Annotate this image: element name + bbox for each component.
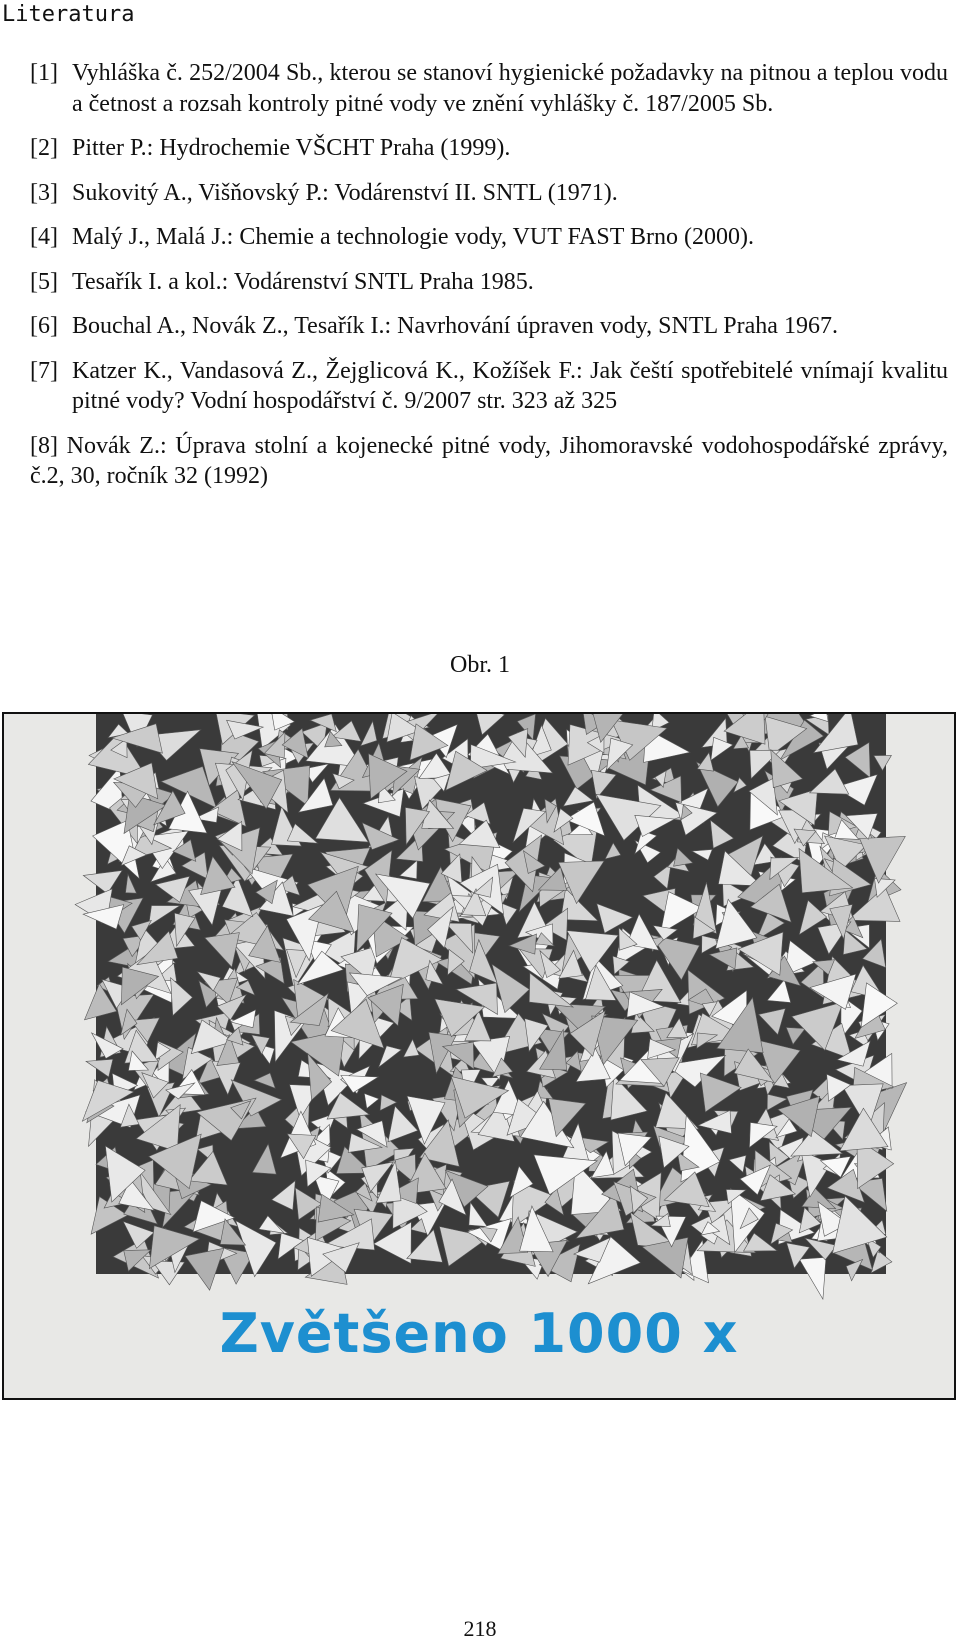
page-number: 218 [463,1616,497,1641]
reference-text: Vyhláška č. 252/2004 Sb., kterou se stanoví hygienické požadavky na pitnou a teplou vodu a četnost a rozsah kontroly pitné vody ve znění vyhlášky č. 187/2005 Sb. [72,60,948,117]
reference-number: [7] [30,357,58,384]
reference-text: Malý J., Malá J.: Chemie a technologie vody, VUT FAST Brno (2000). [72,224,754,250]
reference-text: Katzer K., Vandasová Z., Žejglicová K., Kožíšek F.: Jak čeští spotřebitelé vnímají kvalitu pitné vody? Vodní hospodářství č. 9/2007 str. 323 až 325 [72,357,948,414]
crystal-shard [799,1257,826,1299]
reference-item [30,431,948,492]
reference-item [30,58,948,119]
reference-item [30,356,948,417]
reference-number: [5] [30,268,58,295]
magnification-label: Zvětšeno 1000 x [219,1302,739,1365]
reference-number: [2] [30,135,58,161]
section-heading: Literatura [2,2,135,27]
reference-list [30,58,948,506]
reference-text: Pitter P.: Hydrochemie VŠCHT Praha (1999). [72,135,511,161]
reference-item [30,267,948,298]
crystal-micrograph-photo [2,712,956,1400]
reference-item [30,178,948,209]
reference-number: [3] [30,179,58,206]
reference-text: Sukovitý A., Višňovský P.: Vodárenství II. SNTL (1971). [72,179,618,206]
reference-number: [8] [30,432,58,459]
reference-text: Bouchal A., Novák Z., Tesařík I.: Navrhování úpraven vody, SNTL Praha 1967. [72,313,838,339]
reference-text: Tesařík I. a kol.: Vodárenství SNTL Praha 1985. [72,268,534,295]
crystal-texture-image [4,714,954,1398]
reference-item [30,222,948,253]
reference-text: Novák Z.: Úprava stolní a kojenecké pitné vody, Jihomoravské vodohospodářské zprávy, č.2, 30, ročník 32 (1992) [30,432,949,489]
reference-number: [1] [30,60,58,86]
reference-number: [6] [30,313,58,339]
reference-number: [4] [30,224,58,250]
reference-item [30,133,948,164]
reference-item [30,311,948,342]
figure-caption: Obr. 1 [450,652,510,678]
